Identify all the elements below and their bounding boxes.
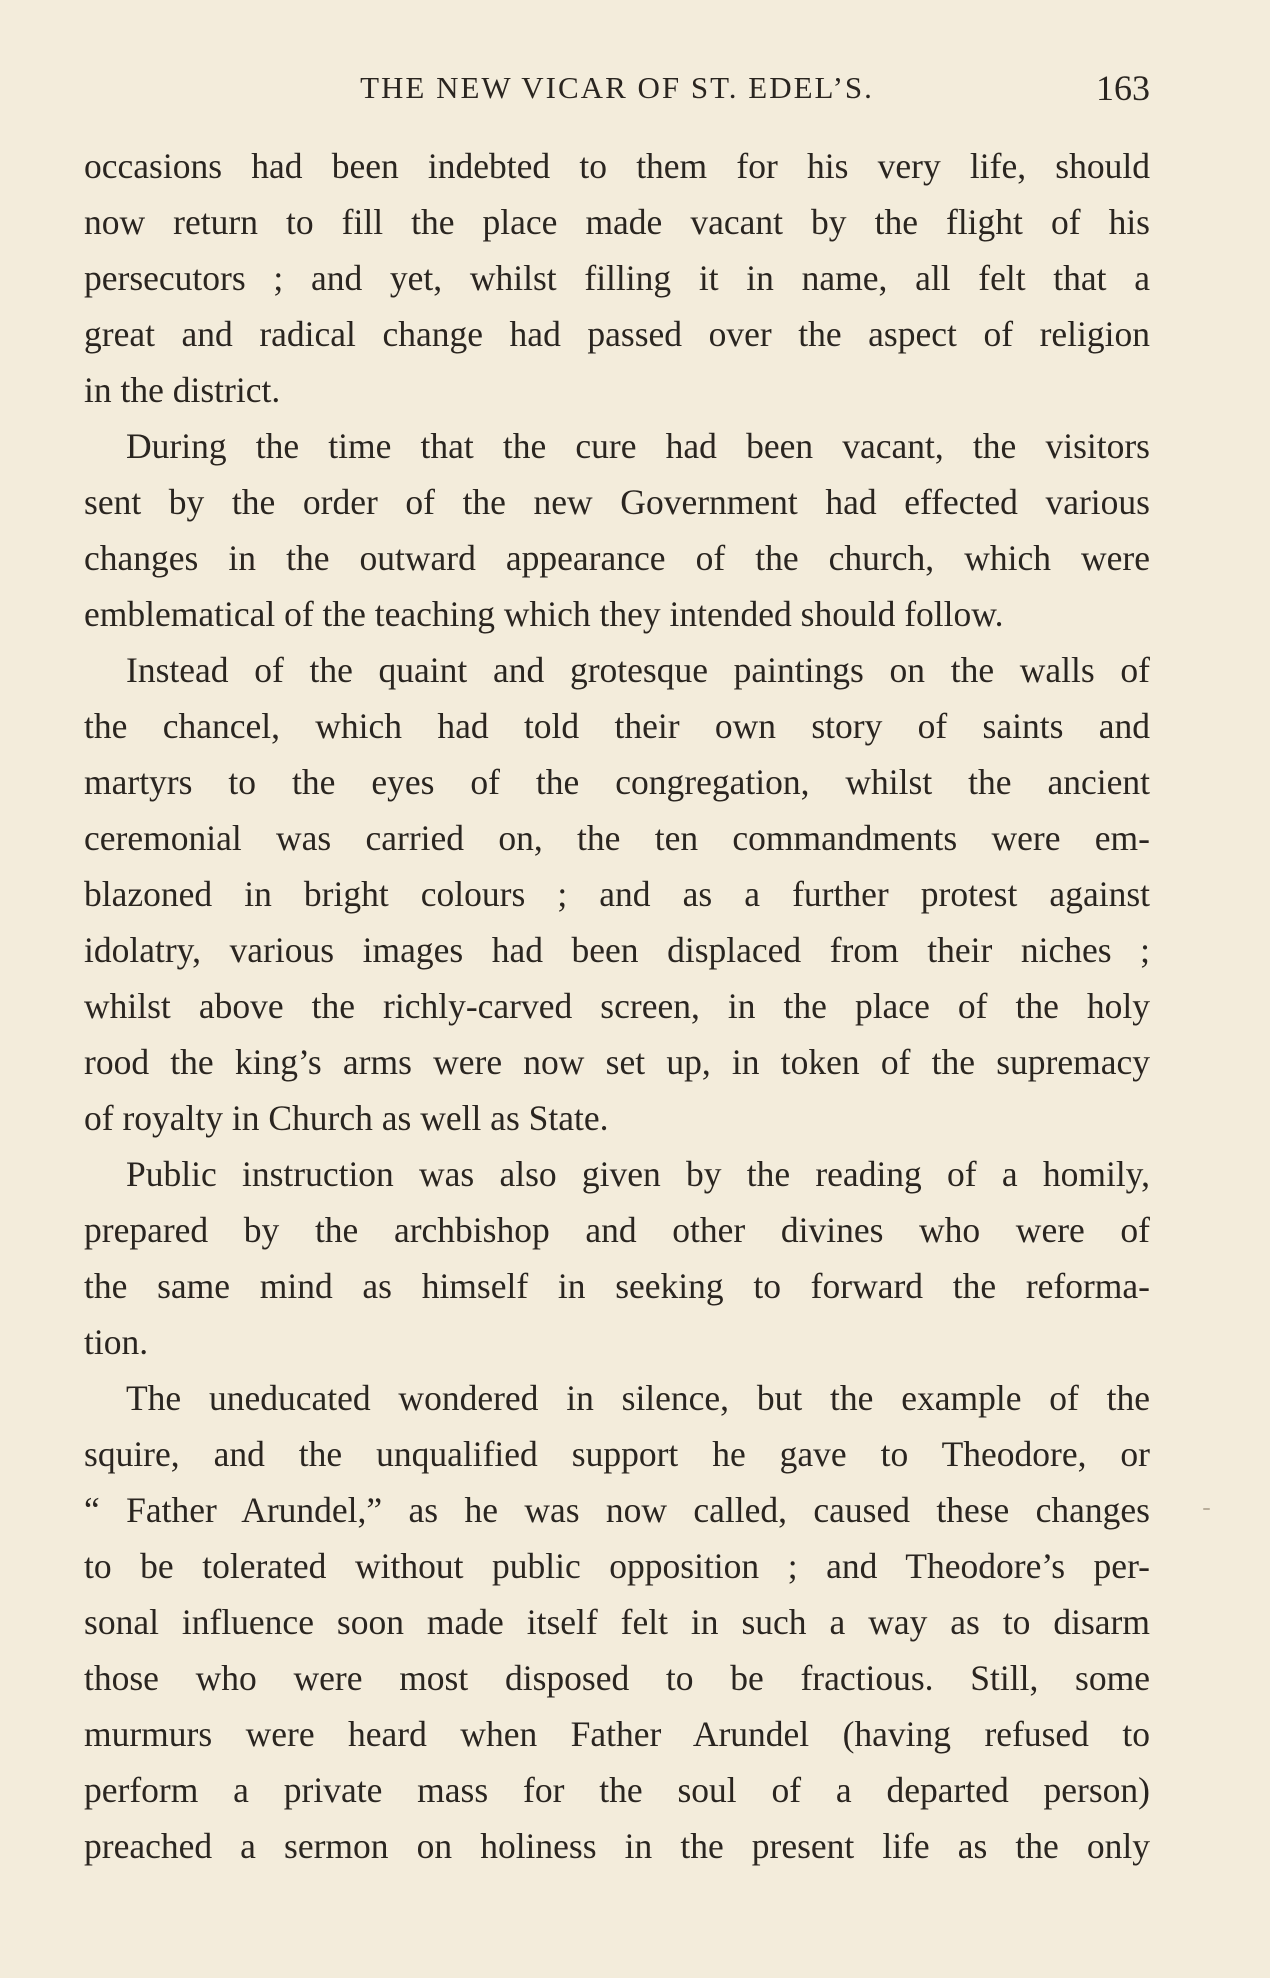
- text-line: Instead of the quaint and grotesque paintings on the walls of: [126, 650, 1150, 690]
- text-line: to be tolerated without public opposition ; and Theodore’s per-: [84, 1546, 1150, 1586]
- text-line: squire, and the unqualified support he gave to Theodore, or: [84, 1434, 1150, 1474]
- text-line: in the district.: [84, 370, 281, 410]
- running-title: THE NEW VICAR OF ST. EDEL’S.: [360, 70, 874, 105]
- text-line: changes in the outward appearance of the church, which were: [84, 538, 1150, 578]
- text-line: persecutors ; and yet, whilst filling it in name, all felt that a: [84, 258, 1150, 298]
- paper-speck: [1203, 1508, 1210, 1510]
- text-line: During the time that the cure had been vacant, the visitors: [126, 426, 1150, 466]
- text-line: ceremonial was carried on, the ten commandments were em-: [84, 818, 1150, 858]
- text-line: great and radical change had passed over the aspect of religion: [84, 314, 1150, 354]
- body-text: [84, 138, 1150, 1874]
- text-line: emblematical of the teaching which they intended should follow.: [84, 594, 1004, 634]
- text-line: the chancel, which had told their own story of saints and: [84, 706, 1150, 746]
- text-line: sonal influence soon made itself felt in such a way as to disarm: [84, 1602, 1150, 1642]
- text-line: Public instruction was also given by the reading of a homily,: [126, 1154, 1150, 1194]
- running-header: [84, 62, 1150, 122]
- text-line: “ Father Arundel,” as he was now called, caused these changes: [84, 1490, 1150, 1530]
- page-number: 163: [1096, 68, 1150, 108]
- text-line: perform a private mass for the soul of a departed person): [84, 1770, 1150, 1810]
- text-line: now return to fill the place made vacant by the flight of his: [84, 202, 1150, 242]
- text-line: sent by the order of the new Government had effected various: [84, 482, 1150, 522]
- text-line: tion.: [84, 1322, 149, 1362]
- text-line: of royalty in Church as well as State.: [84, 1098, 609, 1138]
- text-line: those who were most disposed to be fractious. Still, some: [84, 1658, 1150, 1698]
- text-line: The uneducated wondered in silence, but the example of the: [126, 1378, 1150, 1418]
- text-line: the same mind as himself in seeking to forward the reforma-: [84, 1266, 1150, 1306]
- text-line: occasions had been indebted to them for his very life, should: [84, 146, 1150, 186]
- text-line: preached a sermon on holiness in the present life as the only: [84, 1826, 1150, 1866]
- text-line: prepared by the archbishop and other divines who were of: [84, 1210, 1150, 1250]
- text-line: blazoned in bright colours ; and as a further protest against: [84, 874, 1150, 914]
- text-line: rood the king’s arms were now set up, in token of the supremacy: [84, 1042, 1150, 1082]
- text-line: martyrs to the eyes of the congregation, whilst the ancient: [84, 762, 1150, 802]
- text-line: murmurs were heard when Father Arundel (having refused to: [84, 1714, 1150, 1754]
- text-line: whilst above the richly-carved screen, in the place of the holy: [84, 986, 1150, 1026]
- text-line: idolatry, various images had been displaced from their niches ;: [84, 930, 1150, 970]
